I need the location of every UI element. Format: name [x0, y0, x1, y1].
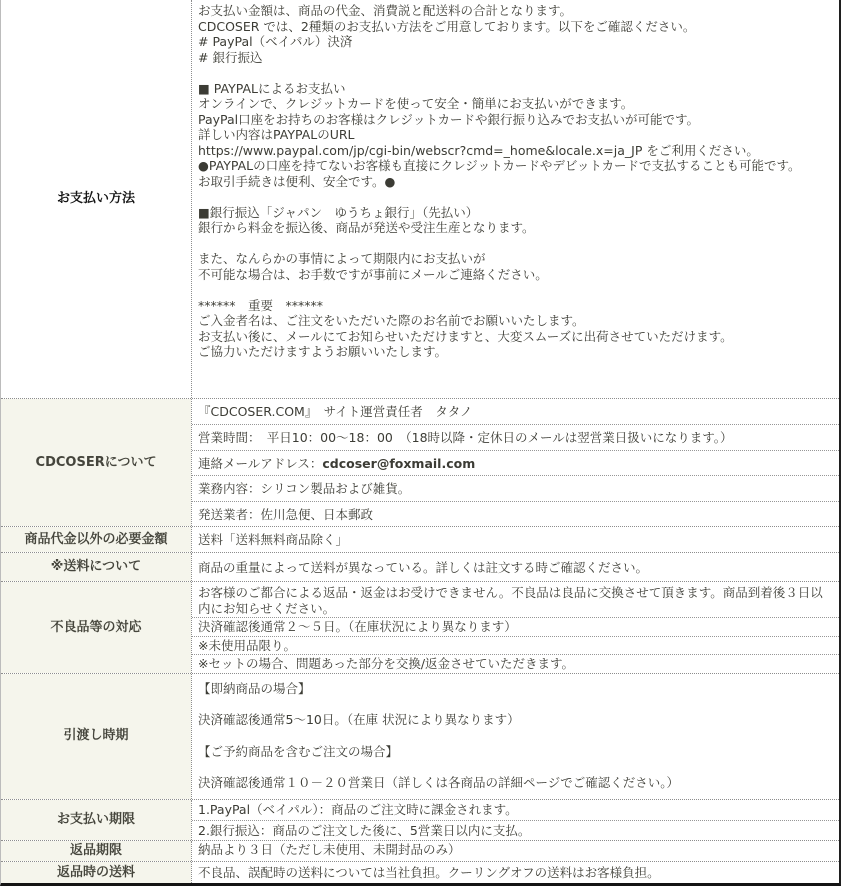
- row-extra-fees: [1, 526, 839, 552]
- payment-deadline-details: [191, 800, 839, 841]
- row-header-delivery-time: 引渡し時期: [1, 674, 191, 799]
- row-header-shipping-note: ※送料について: [1, 553, 191, 581]
- text-line: お取引手続きは便利、安全です。●: [198, 173, 396, 189]
- defect-policy-line: ※セットの場合、問題あった部分を交換/返金させていただきます。: [192, 654, 839, 673]
- delivery-time-line: 【即納商品の場合】: [198, 680, 311, 696]
- blank-line: [198, 282, 833, 298]
- return-deadline-text: 納品より３日（ただし未使用、未開封品のみ）: [191, 841, 839, 861]
- text-line: ●PAYPALの口座を持てないお客様も直接にクレジットカードやデビットカードで支払することも可能です。: [198, 158, 801, 173]
- about-shop-details: [191, 399, 839, 526]
- shipping-note-text: 商品の重量によって送料が異なっている。詳しくは註文する時ご確認ください。: [191, 553, 839, 581]
- email-label: 連絡メールアドレス：: [198, 455, 323, 471]
- payment-deadline-line: 2.銀行振込：商品のご注文した後に、5営業日以内に支払。: [192, 820, 839, 841]
- text-line: ご協力いただけますようお願いいたします。: [198, 344, 448, 359]
- business-hours-line: 営業時間： 平日10：00～18：00 （18時以降・定休日のメールは翌営業日扱いになります。）: [192, 424, 839, 450]
- delivery-time-details: [191, 674, 839, 799]
- defect-policy-line: ※未使用品限り。: [192, 636, 839, 655]
- row-header-defect-policy: 不良品等の対応: [1, 582, 191, 673]
- email-address: cdcoser@foxmail.com: [322, 455, 476, 471]
- row-delivery-time: [1, 673, 839, 799]
- row-shipping-note: [1, 552, 839, 581]
- text-line: お支払い後に、メールにてお知らせいただけますと、大変スムーズに出荷させていただけます。: [198, 328, 733, 344]
- text-line: お支払い金額は、商品の代金、消費説と配送料の合計となります。: [198, 3, 573, 18]
- payment-deadline-line: 1.PayPal（ベイパル）：商品のご注文時に課金されます。: [198, 801, 518, 817]
- blank-line: [198, 189, 833, 205]
- text-line: オンラインで、クレジットカードを使って安全・簡単にお支払いができます。: [198, 96, 634, 111]
- payment-method-details: [191, 0, 839, 398]
- delivery-time-line: 【ご予約商品を含むご注文の場合】: [198, 743, 399, 759]
- text-line: # PayPal（ベイパル）決済: [198, 34, 353, 49]
- defect-policy-line: お客様のご都合による返品・返金はお受けできません。不良品は良品に交換させて頂きます。商品到着後３日以内にお知らせください。: [198, 585, 823, 616]
- row-header-payment-method: お支払い方法: [1, 0, 191, 398]
- text-line: ■ PAYPALによるお支払い: [198, 80, 346, 96]
- text-line: 詳しい内容はPAYPALのURL: [198, 127, 355, 142]
- delivery-time-line: 決済確認後通常5～10日。（在庫 状況により異なります）: [198, 712, 520, 727]
- important-marker-line: ****** 重要 ******: [198, 297, 324, 313]
- defect-policy-details: [191, 582, 839, 673]
- business-content-line: 業務内容：シリコン製品および雑貨。: [192, 475, 839, 501]
- text-line: # 銀行振込: [198, 49, 263, 65]
- row-payment-deadline: [1, 799, 839, 841]
- paypal-url-text: https://www.paypal.com/jp/cgi-bin/webscr?cmd=_home&locale.x=ja_JP をご利用ください。: [198, 142, 759, 158]
- row-defect-policy: [1, 581, 839, 673]
- row-about-shop: [1, 398, 839, 526]
- shipping-carriers-line: 発送業者：佐川急便、日本郵政: [192, 501, 839, 527]
- return-shipping-text: 不良品、誤配時の送料については当社負担。クーリングオフの送料はお客様負担。: [191, 862, 839, 884]
- text-line: CDCOSER では、2種類のお支払い方法をご用意しております。以下をご確認ください。: [198, 18, 696, 34]
- row-return-deadline: [1, 840, 839, 861]
- extra-fees-text: 送料「送料無料商品除く」: [191, 527, 839, 552]
- row-header-return-shipping: 返品時の送料: [1, 862, 191, 884]
- row-return-shipping: [1, 861, 839, 884]
- row-header-return-deadline: 返品期限: [1, 841, 191, 861]
- row-payment-method: [1, 0, 839, 398]
- text-line: ■銀行振込「ジャパン ゆうちょ銀行」（先払い）: [198, 204, 479, 220]
- text-line: 不可能な場合は、お手数ですが事前にメールご連絡ください。: [198, 266, 548, 282]
- defect-policy-line: 決済確認後通常２～５日。（在庫状況により異なります）: [192, 617, 839, 636]
- row-header-about-shop: CDCOSERについて: [1, 399, 191, 526]
- text-line: また、なんらかの事情によって期限内にお支払いが: [198, 251, 486, 266]
- text-line: ご入金者名は、ご注文をいただいた際のお名前でお願いいたします。: [198, 313, 585, 328]
- row-header-extra-fees: 商品代金以外の必要金額: [1, 527, 191, 552]
- delivery-time-line: 決済確認後通常１０－２０営業日（詳しくは各商品の詳細ページでご確認ください。）: [198, 775, 680, 790]
- blank-line: [198, 236, 833, 252]
- row-header-payment-deadline: お支払い期限: [1, 800, 191, 841]
- contact-email-line: [192, 450, 839, 476]
- site-operator-line: 『CDCOSER.COM』 サイト運営責任者 タタノ: [198, 404, 473, 419]
- text-line: 銀行から料金を振込後、商品が発送や受注生産となります。: [198, 220, 535, 235]
- blank-line: [198, 65, 833, 81]
- text-line: PayPal口座をお持ちのお客様はクレジットカードや銀行振り込みでお支払いが可能です。: [198, 111, 699, 127]
